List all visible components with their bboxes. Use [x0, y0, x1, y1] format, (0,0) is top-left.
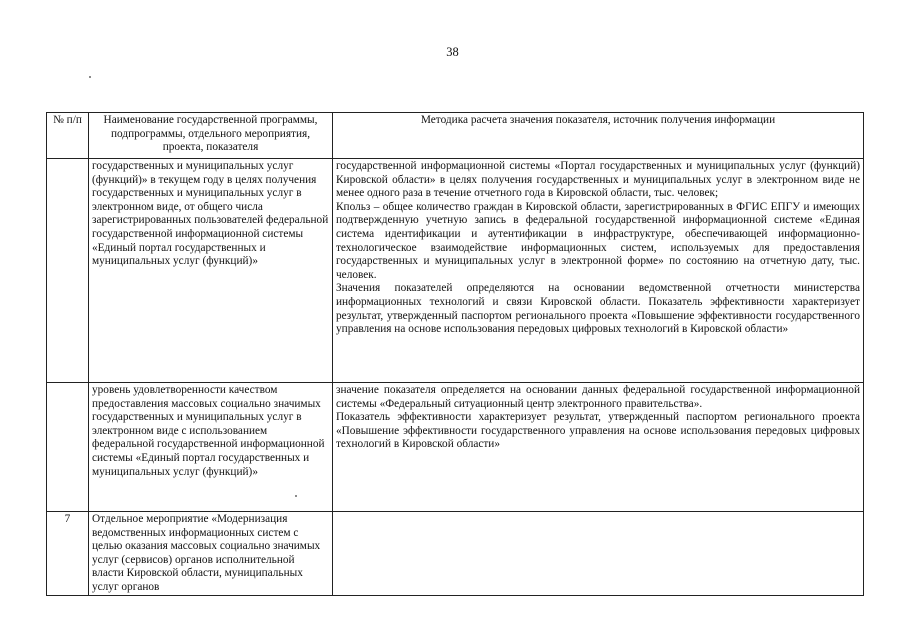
- calculation-method: [333, 383, 864, 512]
- header-name: Наименование государственной программы, подпрограммы, отдельного мероприятия, проекта, показателя: [89, 113, 333, 159]
- row-number: 7: [47, 512, 89, 596]
- scan-speck: [89, 76, 91, 78]
- page-number: 38: [446, 45, 459, 59]
- method-paragraph: Кпольз – общее количество граждан в Кировской области, зарегистрированных в ФГИС ЕПГУ и имеющих подтвержденную учетную запись в федеральной государственной информационной системе «Единая система идентификации и аутентификации в инфраструктуре, обеспечивающей информационно-технологическое взаимодействие информационных систем, используемых для предоставления государственных и муниципальных услуг в электронной форме» по состоянию на отчетную дату, тыс. человек.: [336, 200, 860, 281]
- indicator-name: государственных и муниципальных услуг (функций)» в текущем году в целях получения государственных и муниципальных услуг в электронном виде, от общего числа зарегистрированных пользователей федеральной государственной информационной системы «Единый портал государственных и муниципальных услуг (функций)»: [89, 159, 333, 383]
- method-paragraph: Показатель эффективности характеризует результат, утвержденный паспортом регионального проекта «Повышение эффективности государственного управления на основе использования передовых цифровых технологий в Кировской области»: [336, 411, 860, 451]
- indicator-name: Отдельное мероприятие «Модернизация ведомственных информационных систем с целью оказания массовых социально значимых услуг (сервисов) органов исполнительной власти Кировской области, муниципальных услуг органов: [89, 512, 333, 596]
- indicator-name: уровень удовлетворенности качеством предоставления массовых социально значимых государственных и муниципальных услуг в электронном виде с использованием федеральной государственной информационной системы «Единый портал государственных и муниципальных услуг (функций)»: [89, 383, 333, 512]
- header-method: Методика расчета значения показателя, источник получения информации: [333, 113, 864, 159]
- table-row: [47, 159, 864, 383]
- calculation-method: [333, 512, 864, 596]
- row-number: [47, 383, 89, 512]
- calculation-method: [333, 159, 864, 383]
- method-paragraph: значение показателя определяется на основании данных федеральной государственной информационной системы «Федеральный ситуационный центр электронного правительства».: [336, 384, 860, 410]
- method-paragraph: Значения показателей определяются на основании ведомственной отчетности министерства информационных технологий и связи Кировской области. Показатель эффективности характеризует результат, утвержденный паспортом регионального проекта «Повышение эффективности государственного управления на основе использования передовых цифровых технологий в Кировской области»: [336, 282, 860, 336]
- table-row: [47, 512, 864, 596]
- table-header-row: [47, 113, 864, 159]
- row-number: [47, 159, 89, 383]
- table-row: [47, 383, 864, 512]
- indicator-table: [46, 112, 864, 596]
- header-num: № п/п: [47, 113, 89, 159]
- method-paragraph: государственной информационной системы «Портал государственных и муниципальных услуг (функций) Кировской области» в целях получения государственных и муниципальных услуг в электронном виде не менее одного раза в течение отчетного года в Кировской области, тыс. человек;: [336, 160, 860, 200]
